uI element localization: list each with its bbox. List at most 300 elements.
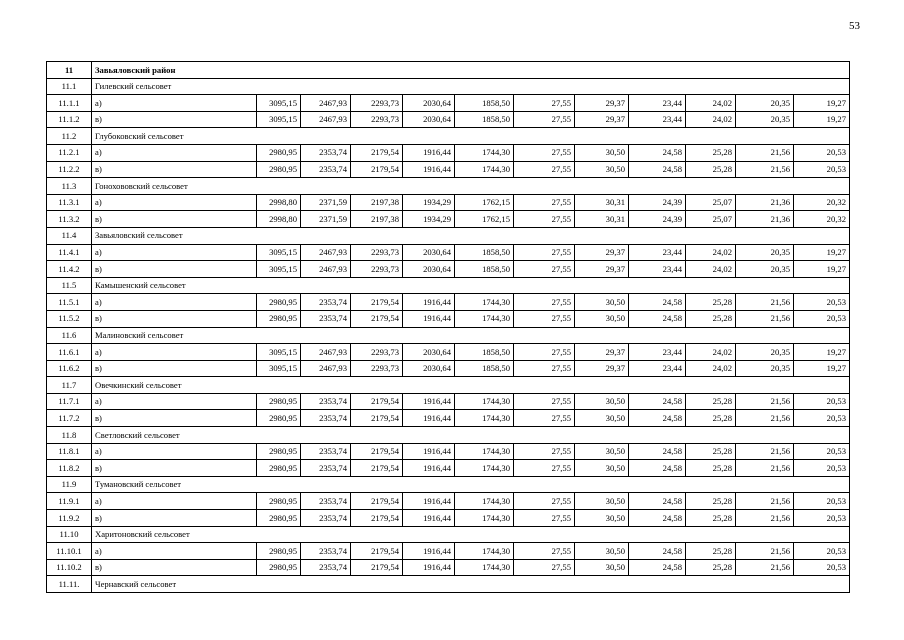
value-cell: 25,28 xyxy=(686,510,736,527)
value-cell: 25,28 xyxy=(686,294,736,311)
value-cell: 24,39 xyxy=(629,194,686,211)
value-cell: 2998,80 xyxy=(257,194,301,211)
value-cell: 2353,74 xyxy=(301,410,351,427)
value-cell: 23,44 xyxy=(629,95,686,112)
value-cell: 2293,73 xyxy=(351,360,403,377)
value-cell: 20,35 xyxy=(736,111,794,128)
value-cell: 25,28 xyxy=(686,410,736,427)
value-cell: 3095,15 xyxy=(257,111,301,128)
value-cell: 3095,15 xyxy=(257,95,301,112)
value-cell: 20,53 xyxy=(794,460,850,477)
table-row xyxy=(47,393,850,410)
value-cell: 19,27 xyxy=(794,360,850,377)
table-row xyxy=(47,543,850,560)
value-cell: 30,50 xyxy=(575,393,629,410)
group-number: 11.6 xyxy=(47,327,92,344)
row-label: а) xyxy=(92,95,257,112)
row-label: а) xyxy=(92,443,257,460)
value-cell: 20,53 xyxy=(794,559,850,576)
row-number: 11.3.2 xyxy=(47,211,92,228)
value-cell: 19,27 xyxy=(794,95,850,112)
group-name: Харитоновский сельсовет xyxy=(92,526,850,543)
row-label: а) xyxy=(92,493,257,510)
value-cell: 20,35 xyxy=(736,344,794,361)
value-cell: 23,44 xyxy=(629,261,686,278)
group-name: Камышенский сельсовет xyxy=(92,277,850,294)
group-row xyxy=(47,178,850,195)
value-cell: 27,55 xyxy=(514,393,575,410)
value-cell: 20,53 xyxy=(794,294,850,311)
row-number: 11.9.2 xyxy=(47,510,92,527)
value-cell: 1916,44 xyxy=(403,294,455,311)
group-number: 11.1 xyxy=(47,78,92,95)
value-cell: 2353,74 xyxy=(301,559,351,576)
value-cell: 27,55 xyxy=(514,95,575,112)
value-cell: 25,28 xyxy=(686,559,736,576)
value-cell: 27,55 xyxy=(514,244,575,261)
value-cell: 21,56 xyxy=(736,493,794,510)
value-cell: 21,56 xyxy=(736,510,794,527)
value-cell: 2179,54 xyxy=(351,294,403,311)
value-cell: 27,55 xyxy=(514,194,575,211)
table-row xyxy=(47,344,850,361)
value-cell: 20,53 xyxy=(794,510,850,527)
value-cell: 24,02 xyxy=(686,95,736,112)
row-number: 11.8.2 xyxy=(47,460,92,477)
value-cell: 24,02 xyxy=(686,261,736,278)
value-cell: 25,07 xyxy=(686,194,736,211)
group-name: Тумановский сельсовет xyxy=(92,476,850,493)
value-cell: 1916,44 xyxy=(403,144,455,161)
table-row xyxy=(47,360,850,377)
row-number: 11.2.2 xyxy=(47,161,92,178)
value-cell: 25,28 xyxy=(686,310,736,327)
tariff-table xyxy=(46,61,850,593)
table-row xyxy=(47,443,850,460)
value-cell: 25,28 xyxy=(686,543,736,560)
group-row xyxy=(47,277,850,294)
value-cell: 19,27 xyxy=(794,111,850,128)
value-cell: 24,58 xyxy=(629,460,686,477)
value-cell: 1934,29 xyxy=(403,194,455,211)
value-cell: 25,28 xyxy=(686,144,736,161)
row-number: 11.4.2 xyxy=(47,261,92,278)
table-row xyxy=(47,510,850,527)
group-row xyxy=(47,377,850,394)
value-cell: 2353,74 xyxy=(301,543,351,560)
table-row xyxy=(47,111,850,128)
value-cell: 30,50 xyxy=(575,410,629,427)
value-cell: 20,53 xyxy=(794,443,850,460)
value-cell: 2980,95 xyxy=(257,310,301,327)
tariff-table-body xyxy=(47,62,850,593)
row-number: 11.7.2 xyxy=(47,410,92,427)
value-cell: 2980,95 xyxy=(257,294,301,311)
value-cell: 23,44 xyxy=(629,344,686,361)
value-cell: 1762,15 xyxy=(455,211,514,228)
value-cell: 2980,95 xyxy=(257,393,301,410)
value-cell: 1916,44 xyxy=(403,443,455,460)
row-number: 11.2.1 xyxy=(47,144,92,161)
value-cell: 2179,54 xyxy=(351,543,403,560)
value-cell: 27,55 xyxy=(514,559,575,576)
value-cell: 21,36 xyxy=(736,194,794,211)
value-cell: 29,37 xyxy=(575,360,629,377)
value-cell: 2371,59 xyxy=(301,211,351,228)
value-cell: 2293,73 xyxy=(351,261,403,278)
value-cell: 27,55 xyxy=(514,211,575,228)
value-cell: 30,31 xyxy=(575,194,629,211)
value-cell: 21,56 xyxy=(736,294,794,311)
value-cell: 1916,44 xyxy=(403,460,455,477)
table-row xyxy=(47,194,850,211)
value-cell: 25,28 xyxy=(686,161,736,178)
value-cell: 30,31 xyxy=(575,211,629,228)
group-name: Глубоковский сельсовет xyxy=(92,128,850,145)
value-cell: 20,53 xyxy=(794,543,850,560)
value-cell: 2353,74 xyxy=(301,460,351,477)
value-cell: 2467,93 xyxy=(301,344,351,361)
value-cell: 2467,93 xyxy=(301,95,351,112)
value-cell: 1916,44 xyxy=(403,393,455,410)
value-cell: 24,02 xyxy=(686,111,736,128)
value-cell: 2179,54 xyxy=(351,410,403,427)
value-cell: 2030,64 xyxy=(403,111,455,128)
value-cell: 27,55 xyxy=(514,410,575,427)
row-label: в) xyxy=(92,360,257,377)
value-cell: 20,35 xyxy=(736,261,794,278)
value-cell: 24,02 xyxy=(686,360,736,377)
value-cell: 1744,30 xyxy=(455,543,514,560)
value-cell: 2467,93 xyxy=(301,111,351,128)
value-cell: 2030,64 xyxy=(403,261,455,278)
value-cell: 2353,74 xyxy=(301,294,351,311)
value-cell: 20,53 xyxy=(794,144,850,161)
row-number: 11.10.1 xyxy=(47,543,92,560)
value-cell: 24,58 xyxy=(629,559,686,576)
row-number: 11.8.1 xyxy=(47,443,92,460)
value-cell: 2030,64 xyxy=(403,95,455,112)
value-cell: 21,56 xyxy=(736,161,794,178)
value-cell: 24,02 xyxy=(686,244,736,261)
value-cell: 29,37 xyxy=(575,111,629,128)
value-cell: 1744,30 xyxy=(455,410,514,427)
page-number: 53 xyxy=(849,20,860,32)
group-row xyxy=(47,128,850,145)
value-cell: 30,50 xyxy=(575,559,629,576)
value-cell: 1744,30 xyxy=(455,144,514,161)
value-cell: 27,55 xyxy=(514,360,575,377)
value-cell: 3095,15 xyxy=(257,344,301,361)
value-cell: 2980,95 xyxy=(257,144,301,161)
value-cell: 2179,54 xyxy=(351,393,403,410)
value-cell: 30,50 xyxy=(575,161,629,178)
value-cell: 1744,30 xyxy=(455,443,514,460)
value-cell: 24,58 xyxy=(629,310,686,327)
value-cell: 21,56 xyxy=(736,543,794,560)
value-cell: 27,55 xyxy=(514,543,575,560)
value-cell: 1762,15 xyxy=(455,194,514,211)
value-cell: 25,28 xyxy=(686,493,736,510)
value-cell: 1916,44 xyxy=(403,161,455,178)
value-cell: 20,32 xyxy=(794,194,850,211)
value-cell: 2980,95 xyxy=(257,559,301,576)
value-cell: 2353,74 xyxy=(301,493,351,510)
value-cell: 30,50 xyxy=(575,543,629,560)
group-row xyxy=(47,476,850,493)
group-row xyxy=(47,526,850,543)
value-cell: 2179,54 xyxy=(351,144,403,161)
value-cell: 3095,15 xyxy=(257,360,301,377)
row-label: а) xyxy=(92,294,257,311)
group-number: 11.2 xyxy=(47,128,92,145)
table-row xyxy=(47,161,850,178)
value-cell: 3095,15 xyxy=(257,261,301,278)
value-cell: 21,56 xyxy=(736,443,794,460)
district-name: Завьяловский район xyxy=(92,62,850,79)
table-row xyxy=(47,310,850,327)
table-row xyxy=(47,410,850,427)
value-cell: 2353,74 xyxy=(301,510,351,527)
row-label: в) xyxy=(92,460,257,477)
value-cell: 2293,73 xyxy=(351,244,403,261)
value-cell: 2179,54 xyxy=(351,493,403,510)
row-number: 11.7.1 xyxy=(47,393,92,410)
group-number: 11.3 xyxy=(47,178,92,195)
row-number: 11.5.1 xyxy=(47,294,92,311)
value-cell: 2293,73 xyxy=(351,111,403,128)
group-number: 11.5 xyxy=(47,277,92,294)
value-cell: 23,44 xyxy=(629,244,686,261)
value-cell: 2371,59 xyxy=(301,194,351,211)
value-cell: 2353,74 xyxy=(301,161,351,178)
group-name: Гилевский сельсовет xyxy=(92,78,850,95)
value-cell: 2980,95 xyxy=(257,510,301,527)
value-cell: 20,53 xyxy=(794,410,850,427)
value-cell: 27,55 xyxy=(514,111,575,128)
value-cell: 1744,30 xyxy=(455,294,514,311)
value-cell: 20,32 xyxy=(794,211,850,228)
row-number: 11.5.2 xyxy=(47,310,92,327)
row-label: в) xyxy=(92,559,257,576)
value-cell: 2353,74 xyxy=(301,144,351,161)
value-cell: 27,55 xyxy=(514,493,575,510)
value-cell: 2980,95 xyxy=(257,161,301,178)
value-cell: 2030,64 xyxy=(403,344,455,361)
row-label: в) xyxy=(92,310,257,327)
value-cell: 2467,93 xyxy=(301,261,351,278)
value-cell: 30,50 xyxy=(575,510,629,527)
value-cell: 27,55 xyxy=(514,443,575,460)
row-label: в) xyxy=(92,161,257,178)
value-cell: 2980,95 xyxy=(257,460,301,477)
value-cell: 24,58 xyxy=(629,294,686,311)
value-cell: 27,55 xyxy=(514,144,575,161)
value-cell: 27,55 xyxy=(514,344,575,361)
row-number: 11.1.1 xyxy=(47,95,92,112)
row-label: а) xyxy=(92,543,257,560)
value-cell: 1858,50 xyxy=(455,244,514,261)
row-number: 11.9.1 xyxy=(47,493,92,510)
value-cell: 2353,74 xyxy=(301,443,351,460)
group-number: 11.8 xyxy=(47,427,92,444)
value-cell: 30,50 xyxy=(575,144,629,161)
value-cell: 3095,15 xyxy=(257,244,301,261)
value-cell: 1858,50 xyxy=(455,95,514,112)
value-cell: 30,50 xyxy=(575,294,629,311)
value-cell: 2197,38 xyxy=(351,211,403,228)
value-cell: 2467,93 xyxy=(301,244,351,261)
value-cell: 1744,30 xyxy=(455,559,514,576)
row-label: в) xyxy=(92,410,257,427)
table-row xyxy=(47,294,850,311)
group-name: Гонохововский сельсовет xyxy=(92,178,850,195)
value-cell: 24,58 xyxy=(629,410,686,427)
value-cell: 24,39 xyxy=(629,211,686,228)
value-cell: 2179,54 xyxy=(351,310,403,327)
table-row xyxy=(47,95,850,112)
table-row xyxy=(47,244,850,261)
value-cell: 25,07 xyxy=(686,211,736,228)
value-cell: 2179,54 xyxy=(351,460,403,477)
value-cell: 23,44 xyxy=(629,111,686,128)
value-cell: 1744,30 xyxy=(455,161,514,178)
value-cell: 27,55 xyxy=(514,261,575,278)
table-row xyxy=(47,559,850,576)
row-label: в) xyxy=(92,211,257,228)
value-cell: 21,56 xyxy=(736,310,794,327)
value-cell: 24,58 xyxy=(629,443,686,460)
value-cell: 30,50 xyxy=(575,310,629,327)
value-cell: 1916,44 xyxy=(403,310,455,327)
value-cell: 1858,50 xyxy=(455,360,514,377)
value-cell: 27,55 xyxy=(514,460,575,477)
table-row xyxy=(47,144,850,161)
value-cell: 30,50 xyxy=(575,460,629,477)
district-row xyxy=(47,62,850,79)
value-cell: 21,56 xyxy=(736,460,794,477)
value-cell: 30,50 xyxy=(575,493,629,510)
value-cell: 27,55 xyxy=(514,294,575,311)
value-cell: 20,53 xyxy=(794,393,850,410)
value-cell: 1744,30 xyxy=(455,493,514,510)
row-label: а) xyxy=(92,244,257,261)
value-cell: 2998,80 xyxy=(257,211,301,228)
value-cell: 1858,50 xyxy=(455,261,514,278)
value-cell: 2293,73 xyxy=(351,344,403,361)
value-cell: 1916,44 xyxy=(403,493,455,510)
value-cell: 2030,64 xyxy=(403,244,455,261)
group-row xyxy=(47,427,850,444)
value-cell: 1916,44 xyxy=(403,559,455,576)
value-cell: 29,37 xyxy=(575,261,629,278)
value-cell: 30,50 xyxy=(575,443,629,460)
value-cell: 2353,74 xyxy=(301,393,351,410)
value-cell: 20,35 xyxy=(736,360,794,377)
value-cell: 29,37 xyxy=(575,344,629,361)
value-cell: 2980,95 xyxy=(257,410,301,427)
row-label: а) xyxy=(92,194,257,211)
group-number: 11.9 xyxy=(47,476,92,493)
value-cell: 2030,64 xyxy=(403,360,455,377)
value-cell: 1916,44 xyxy=(403,543,455,560)
value-cell: 21,56 xyxy=(736,144,794,161)
value-cell: 24,58 xyxy=(629,510,686,527)
group-number: 11.4 xyxy=(47,227,92,244)
row-label: а) xyxy=(92,393,257,410)
value-cell: 20,35 xyxy=(736,244,794,261)
table-row xyxy=(47,460,850,477)
value-cell: 25,28 xyxy=(686,393,736,410)
value-cell: 1934,29 xyxy=(403,211,455,228)
value-cell: 2179,54 xyxy=(351,559,403,576)
group-name: Светловский сельсовет xyxy=(92,427,850,444)
value-cell: 24,58 xyxy=(629,543,686,560)
group-row xyxy=(47,327,850,344)
value-cell: 2980,95 xyxy=(257,543,301,560)
value-cell: 2980,95 xyxy=(257,443,301,460)
value-cell: 1858,50 xyxy=(455,111,514,128)
value-cell: 2293,73 xyxy=(351,95,403,112)
table-row xyxy=(47,493,850,510)
value-cell: 20,53 xyxy=(794,493,850,510)
value-cell: 21,56 xyxy=(736,559,794,576)
value-cell: 20,35 xyxy=(736,95,794,112)
value-cell: 24,02 xyxy=(686,344,736,361)
value-cell: 24,58 xyxy=(629,161,686,178)
group-name: Овечкинский сельсовет xyxy=(92,377,850,394)
value-cell: 24,58 xyxy=(629,493,686,510)
row-label: а) xyxy=(92,144,257,161)
value-cell: 2179,54 xyxy=(351,510,403,527)
value-cell: 1916,44 xyxy=(403,510,455,527)
value-cell: 24,58 xyxy=(629,144,686,161)
value-cell: 1744,30 xyxy=(455,510,514,527)
group-name: Чернавский сельсовет xyxy=(92,576,850,593)
value-cell: 1916,44 xyxy=(403,410,455,427)
value-cell: 19,27 xyxy=(794,261,850,278)
value-cell: 27,55 xyxy=(514,310,575,327)
group-name: Малиновский сельсовет xyxy=(92,327,850,344)
group-number: 11.7 xyxy=(47,377,92,394)
row-number: 11.4.1 xyxy=(47,244,92,261)
value-cell: 29,37 xyxy=(575,244,629,261)
row-number: 11.1.2 xyxy=(47,111,92,128)
value-cell: 19,27 xyxy=(794,244,850,261)
table-row xyxy=(47,261,850,278)
value-cell: 2197,38 xyxy=(351,194,403,211)
value-cell: 2179,54 xyxy=(351,161,403,178)
row-number: 11.10.2 xyxy=(47,559,92,576)
value-cell: 27,55 xyxy=(514,510,575,527)
value-cell: 19,27 xyxy=(794,344,850,361)
value-cell: 21,56 xyxy=(736,410,794,427)
value-cell: 2467,93 xyxy=(301,360,351,377)
value-cell: 24,58 xyxy=(629,393,686,410)
value-cell: 20,53 xyxy=(794,310,850,327)
value-cell: 2353,74 xyxy=(301,310,351,327)
value-cell: 29,37 xyxy=(575,95,629,112)
row-label: в) xyxy=(92,510,257,527)
row-label: а) xyxy=(92,344,257,361)
value-cell: 25,28 xyxy=(686,443,736,460)
value-cell: 20,53 xyxy=(794,161,850,178)
group-row xyxy=(47,227,850,244)
value-cell: 1744,30 xyxy=(455,460,514,477)
row-number: 11.3.1 xyxy=(47,194,92,211)
district-number: 11 xyxy=(47,62,92,79)
value-cell: 1858,50 xyxy=(455,344,514,361)
